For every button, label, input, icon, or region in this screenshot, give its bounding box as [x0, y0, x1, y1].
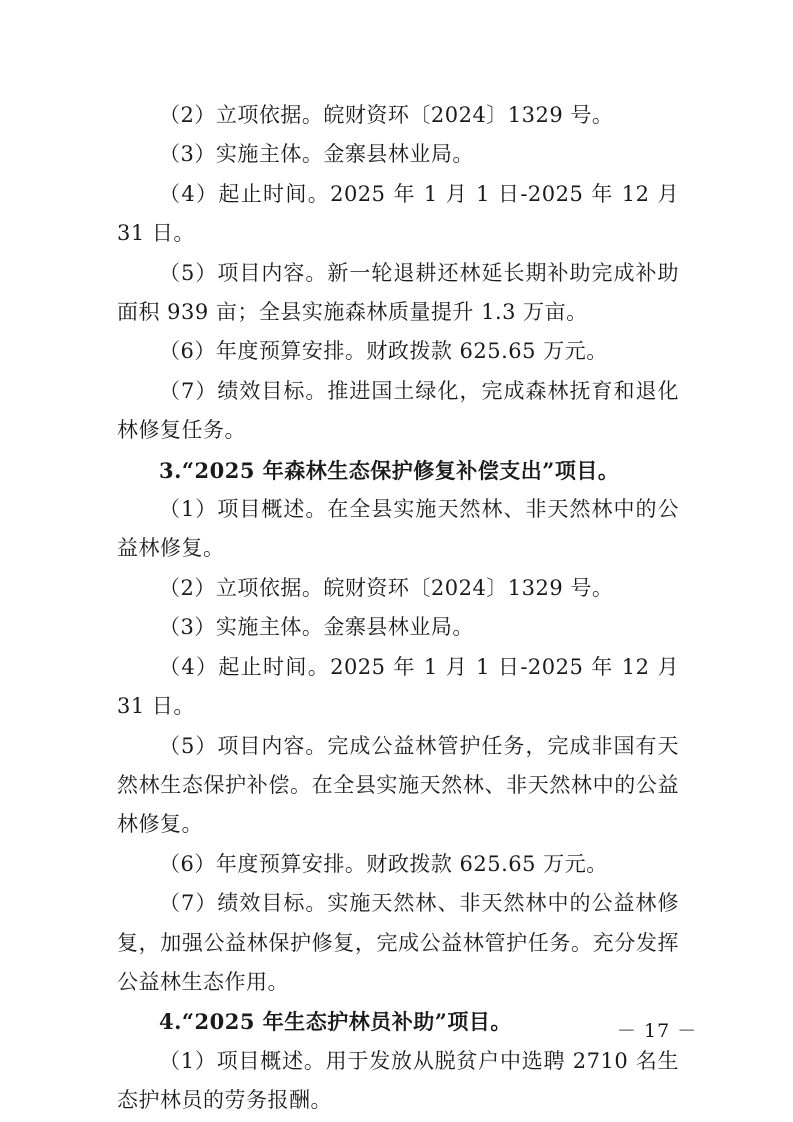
paragraph: （4）起止时间。2025 年 1 月 1 日-2025 年 12 月 31 日。 [117, 654, 679, 719]
section-heading: 4.“2025 年生态护林员补助”项目。 [159, 1009, 512, 1035]
paragraph: （7）绩效目标。实施天然林、非天然林中的公益林修复，加强公益林保护修复，完成公益林管护任务。充分发挥公益林生态作用。 [117, 891, 679, 994]
section-heading: 3.“2025 年森林生态保护修复补偿支出”项目。 [159, 457, 620, 483]
page-number: － 17 － [617, 1020, 698, 1042]
paragraph: （5）项目内容。新一轮退耕还林延长期补助完成补助面积 939 亩；全县实施森林质量提升 1.3 万亩。 [117, 260, 679, 325]
paragraph: （3）实施主体。金寨县林业局。 [159, 142, 474, 167]
paragraph: （4）起止时间。2025 年 1 月 1 日-2025 年 12 月 31 日。 [117, 181, 679, 246]
paragraph: （1）项目概述。在全县实施天然林、非天然林中的公益林修复。 [117, 497, 679, 561]
paragraph: （1）项目概述。用于发放从脱贫户中选聘 2710 名生态护林员的劳务报酬。 [117, 1048, 679, 1113]
paragraph: （2）立项依据。皖财资环〔2024〕1329 号。 [159, 575, 614, 600]
paragraph: （6）年度预算安排。财政拨款 625.65 万元。 [159, 339, 608, 364]
paragraph: （5）项目内容。完成公益林管护任务，完成非国有天然林生态保护补偿。在全县实施天然林、非天然林中的公益林修复。 [117, 733, 679, 837]
paragraph: （2）立项依据。皖财资环〔2024〕1329 号。 [159, 103, 614, 127]
document-body [117, 96, 679, 1121]
paragraph: （6）年度预算安排。财政拨款 625.65 万元。 [159, 851, 608, 876]
paragraph: （7）绩效目标。推进国土绿化，完成森林抚育和退化林修复任务。 [117, 378, 679, 443]
paragraph: （3）实施主体。金寨县林业局。 [159, 615, 474, 640]
